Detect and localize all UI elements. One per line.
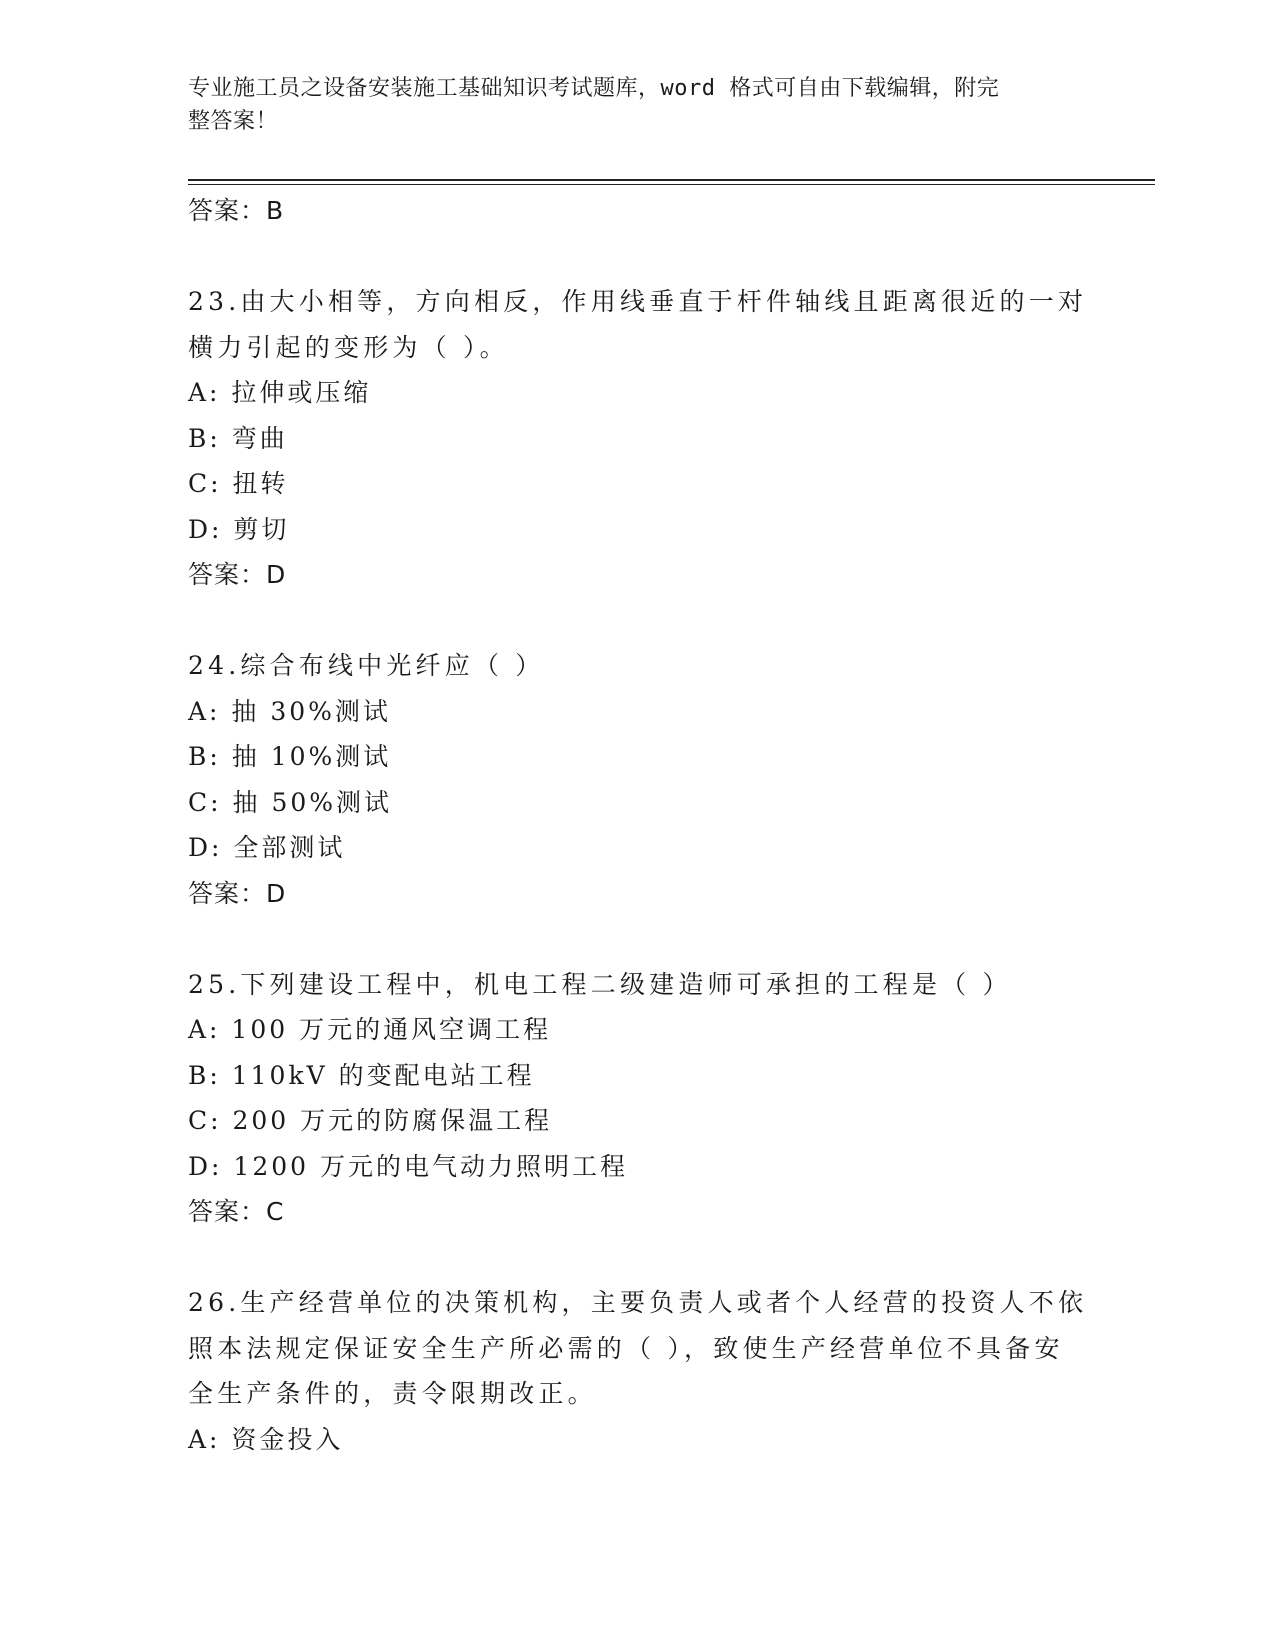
spacer — [188, 916, 1088, 962]
header-line-2: 整答案！ — [188, 109, 279, 134]
header-divider-thin — [188, 184, 1155, 185]
document-header — [188, 72, 1068, 138]
question-23-text-2: 横力引起的变形为（ ）。 — [188, 332, 509, 362]
question-23-option-b: B: 弯曲 — [188, 423, 288, 453]
question-24-option-d: D: 全部测试 — [188, 833, 346, 862]
question-25-option-a: A: 100 万元的通风空调工程 — [188, 1015, 552, 1044]
question-25-option-d: D: 1200 万元的电气动力照明工程 — [188, 1151, 628, 1181]
question-26-text-3: 全生产条件的，责令限期改正。 — [188, 1379, 597, 1408]
question-23-option-c: C: 扭转 — [188, 469, 289, 498]
question-25-answer: 答案：C — [188, 1197, 285, 1226]
question-25-option-c: C: 200 万元的防腐保温工程 — [188, 1106, 553, 1135]
question-23 — [188, 279, 1088, 598]
spacer — [188, 234, 1088, 280]
question-24-answer: 答案：D — [188, 878, 287, 908]
question-23-option-a: A: 拉伸或压缩 — [188, 378, 372, 407]
question-26-text-1: 26.生产经营单位的决策机构，主要负责人或者个人经营的投资人不依 — [188, 1288, 1088, 1317]
question-23-option-d: D: 剪切 — [188, 514, 290, 544]
question-24-option-a: A: 抽 30%测试 — [188, 696, 391, 726]
question-23-answer: 答案：D — [188, 560, 287, 589]
question-24-option-c: C: 抽 50%测试 — [188, 787, 393, 817]
question-24-text-1: 24.综合布线中光纤应（ ） — [188, 651, 545, 680]
question-23-text-1: 23.由大小相等，方向相反，作用线垂直于杆件轴线且距离很近的一对 — [188, 287, 1088, 316]
question-26 — [188, 1280, 1088, 1462]
question-25-text-1: 25.下列建设工程中，机电工程二级建造师可承担的工程是（ ） — [188, 969, 1012, 999]
answer-prev: 答案：B — [188, 196, 285, 225]
question-25 — [188, 962, 1088, 1235]
question-25-option-b: B: 110kV 的变配电站工程 — [188, 1060, 535, 1090]
question-24-option-b: B: 抽 10%测试 — [188, 742, 392, 771]
spacer — [188, 598, 1088, 644]
spacer — [188, 1235, 1088, 1281]
question-list — [188, 188, 1088, 1462]
header-line-1: 专业施工员之设备安装施工基础知识考试题库，word 格式可自由下载编辑，附完 — [188, 76, 1000, 101]
header-divider-thick — [188, 179, 1155, 181]
question-26-text-2: 照本法规定保证安全生产所必需的（ ），致使生产经营单位不具备安 — [188, 1333, 1064, 1363]
question-24 — [188, 643, 1088, 916]
question-26-option-a: A: 资金投入 — [188, 1424, 344, 1454]
